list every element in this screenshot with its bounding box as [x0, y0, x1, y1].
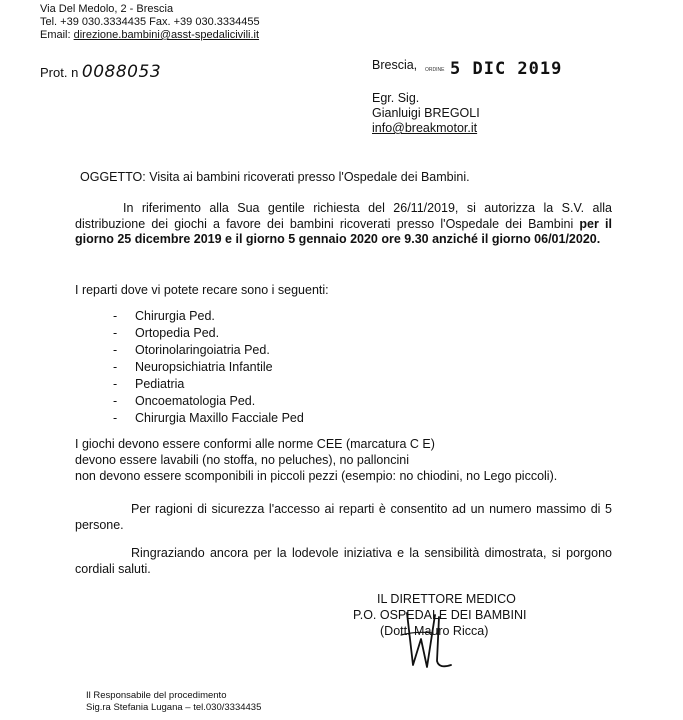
list-dash: -: [113, 360, 118, 374]
list-dash: -: [113, 377, 118, 391]
list-dash: -: [113, 309, 118, 323]
closing-paragraph: Ringraziando ancora per la lodevole iniziativa e la sensibilità dimostrata, si porgono cordiali saluti.: [75, 546, 612, 576]
list-dash: -: [113, 343, 118, 357]
subject-line: [80, 170, 470, 186]
email-label: Email:: [40, 29, 74, 41]
wards-intro: I reparti dove vi potete recare sono i seguenti:: [75, 283, 329, 297]
ward-name: Pediatria: [135, 377, 185, 391]
ward-name: Otorinolaringoiatria Ped.: [135, 343, 270, 357]
ward-name: Oncoematologia Ped.: [135, 394, 256, 408]
protocol-number: 0088053: [81, 62, 162, 82]
subject-text: Visita ai bambini ricoverati presso l'Ospedale dei Bambini.: [145, 170, 470, 184]
list-dash: -: [113, 394, 118, 408]
subject-label: OGGETTO:: [80, 170, 146, 184]
signature-mark: [395, 605, 465, 677]
footer-contact: Sig.ra Stefania Lugana – tel.030/3334435: [86, 702, 262, 713]
authorization-paragraph: [75, 201, 612, 248]
rule-line-2: devono essere lavabili (no stoffa, no peluches), no palloncini: [75, 453, 410, 467]
list-item: [113, 309, 215, 323]
letterhead-email-line: [40, 29, 259, 42]
list-item: [113, 343, 270, 357]
rule-line-1: I giochi devono essere conformi alle norme CEE (marcatura C E): [75, 437, 435, 451]
ward-name: Chirurgia Maxillo Facciale Ped: [135, 411, 304, 425]
recipient-email-link[interactable]: info@breakmotor.it: [372, 121, 478, 135]
ward-name: Ortopedia Ped.: [135, 326, 220, 340]
date-city: Brescia,: [372, 58, 418, 72]
footer-role: Il Responsabile del procedimento: [86, 690, 227, 701]
date-stamp: 5 DIC 2019: [450, 59, 563, 79]
ward-name: Chirurgia Ped.: [135, 309, 215, 323]
authorization-text: In riferimento alla Sua gentile richiesta del 26/11/2019, si autorizza la S.V. alla distribuzione dei giochi a favore dei bambini ricoverati presso l'Ospedale dei Bambini: [75, 201, 612, 231]
letterhead-email-link[interactable]: direzione.bambini@asst-spedalicivili.it: [73, 29, 260, 41]
signatory-title: IL DIRETTORE MEDICO: [377, 592, 516, 606]
signatory-name: (Dott. Mauro Ricca): [380, 624, 489, 638]
rule-line-3: non devono essere scomponibili in piccoli pezzi (esempio: no chiodini, no Lego piccoli).: [75, 469, 558, 483]
list-item: [113, 394, 255, 408]
recipient-salutation: Egr. Sig.: [372, 91, 420, 105]
protocol-line: [40, 62, 161, 82]
recipient-name: Gianluigi BREGOLI: [372, 106, 480, 120]
signatory-office: P.O. OSPEDALE DEI BAMBINI: [353, 608, 527, 622]
list-item: [113, 326, 219, 340]
protocol-label: Prot. n: [40, 65, 82, 80]
list-dash: -: [113, 411, 118, 425]
list-item: [113, 377, 184, 391]
authorization-dates: per il giorno 25 dicembre 2019 e il giorno 5 gennaio 2020 ore 9.30 anziché il giorno 06/01/2020.: [75, 216, 612, 246]
security-note: Per ragioni di sicurezza l'accesso ai reparti è consentito ad un numero massimo di 5 persone.: [75, 502, 612, 532]
list-item: [113, 411, 304, 425]
letterhead-address: Via Del Medolo, 2 - Brescia: [40, 3, 174, 15]
letterhead-phone: Tel. +39 030.3334435 Fax. +39 030.3334455: [40, 16, 260, 28]
ward-name: Neuropsichiatria Infantile: [135, 360, 273, 374]
list-item: [113, 360, 273, 374]
list-dash: -: [113, 326, 118, 340]
date-stamp-prefix: ORDINE: [425, 67, 445, 73]
